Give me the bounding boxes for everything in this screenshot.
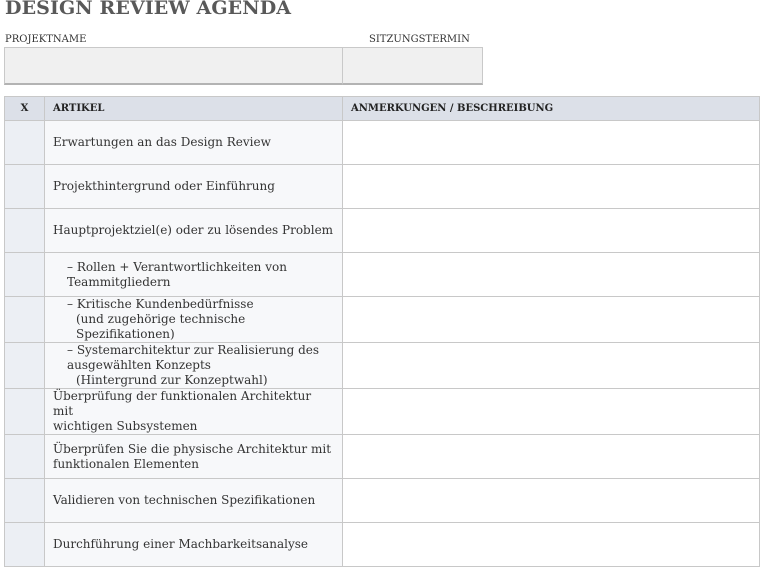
- table-row: [5, 523, 760, 567]
- row-item-cell: [45, 121, 343, 165]
- row-item-cell: [45, 523, 343, 567]
- meeting-date-field[interactable]: [342, 47, 483, 85]
- row-item-text: Validieren von technischen Spezifikationen: [53, 493, 316, 507]
- row-checkbox-cell[interactable]: [5, 389, 45, 435]
- row-notes-cell[interactable]: [343, 121, 760, 165]
- row-checkbox-cell[interactable]: [5, 297, 45, 343]
- column-header-notes: ANMERKUNGEN / BESCHREIBUNG: [343, 97, 760, 121]
- table-row: [5, 121, 760, 165]
- row-item-text: – Rollen + Verantwortlichkeiten von: [67, 259, 287, 274]
- table-row: [5, 297, 760, 343]
- row-checkbox-cell[interactable]: [5, 435, 45, 479]
- row-item-cell: [45, 479, 343, 523]
- row-item-cell: [45, 389, 343, 435]
- row-item-text: Projekthintergrund oder Einführung: [53, 179, 275, 193]
- row-item-cell: [45, 435, 343, 479]
- column-header-item: ARTIKEL: [45, 97, 343, 121]
- row-notes-cell[interactable]: [343, 343, 760, 389]
- row-item-cell: [45, 343, 343, 389]
- row-checkbox-cell[interactable]: [5, 343, 45, 389]
- meeting-date-label: SITZUNGSTERMIN: [369, 34, 470, 45]
- table-row: [5, 209, 760, 253]
- row-checkbox-cell[interactable]: [5, 479, 45, 523]
- table-row: [5, 343, 760, 389]
- row-item-cell: [45, 253, 343, 297]
- row-item-cell: [45, 297, 343, 343]
- row-notes-cell[interactable]: [343, 479, 760, 523]
- table-row: [5, 253, 760, 297]
- row-item-cell: [45, 209, 343, 253]
- row-notes-cell[interactable]: [343, 165, 760, 209]
- row-item-text: funktionalen Elementen: [53, 456, 199, 471]
- row-item-text: Teammitgliedern: [67, 274, 171, 289]
- row-checkbox-cell[interactable]: [5, 165, 45, 209]
- row-checkbox-cell[interactable]: [5, 121, 45, 165]
- agenda-table: [4, 96, 760, 567]
- row-notes-cell[interactable]: [343, 297, 760, 343]
- table-row: [5, 389, 760, 435]
- row-notes-cell[interactable]: [343, 209, 760, 253]
- table-row: [5, 435, 760, 479]
- row-item-text: (und zugehörige technische Spezifikationen): [76, 312, 246, 341]
- row-item-text: Durchführung einer Machbarkeitsanalyse: [53, 537, 309, 551]
- row-checkbox-cell[interactable]: [5, 253, 45, 297]
- row-item-text: Erwartungen an das Design Review: [53, 135, 271, 149]
- row-checkbox-cell[interactable]: [5, 523, 45, 567]
- row-item-text: Überprüfung der funktionalen Architektur mit: [53, 389, 312, 418]
- column-header-check: X: [5, 97, 45, 121]
- project-name-label: PROJEKTNAME: [5, 34, 87, 45]
- row-item-text: (Hintergrund zur Konzeptwahl): [76, 373, 268, 387]
- row-notes-cell[interactable]: [343, 389, 760, 435]
- row-item-text: ausgewählten Konzepts: [67, 358, 211, 372]
- row-item-text: wichtigen Subsystemen: [53, 419, 198, 433]
- row-checkbox-cell[interactable]: [5, 209, 45, 253]
- table-header-row: [5, 97, 760, 121]
- row-notes-cell[interactable]: [343, 253, 760, 297]
- row-item-text: Überprüfen Sie die physische Architektur mit: [53, 441, 332, 456]
- row-item-cell: [45, 165, 343, 209]
- project-name-field[interactable]: [4, 47, 343, 85]
- row-notes-cell[interactable]: [343, 523, 760, 567]
- table-row: [5, 165, 760, 209]
- row-notes-cell[interactable]: [343, 435, 760, 479]
- page-title: DESIGN REVIEW AGENDA: [5, 0, 292, 19]
- table-row: [5, 479, 760, 523]
- row-item-text: Hauptprojektziel(e) oder zu lösendes Problem: [53, 223, 334, 237]
- row-item-text: – Kritische Kundenbedürfnisse: [67, 297, 254, 311]
- row-item-text: – Systemarchitektur zur Realisierung des: [67, 343, 320, 357]
